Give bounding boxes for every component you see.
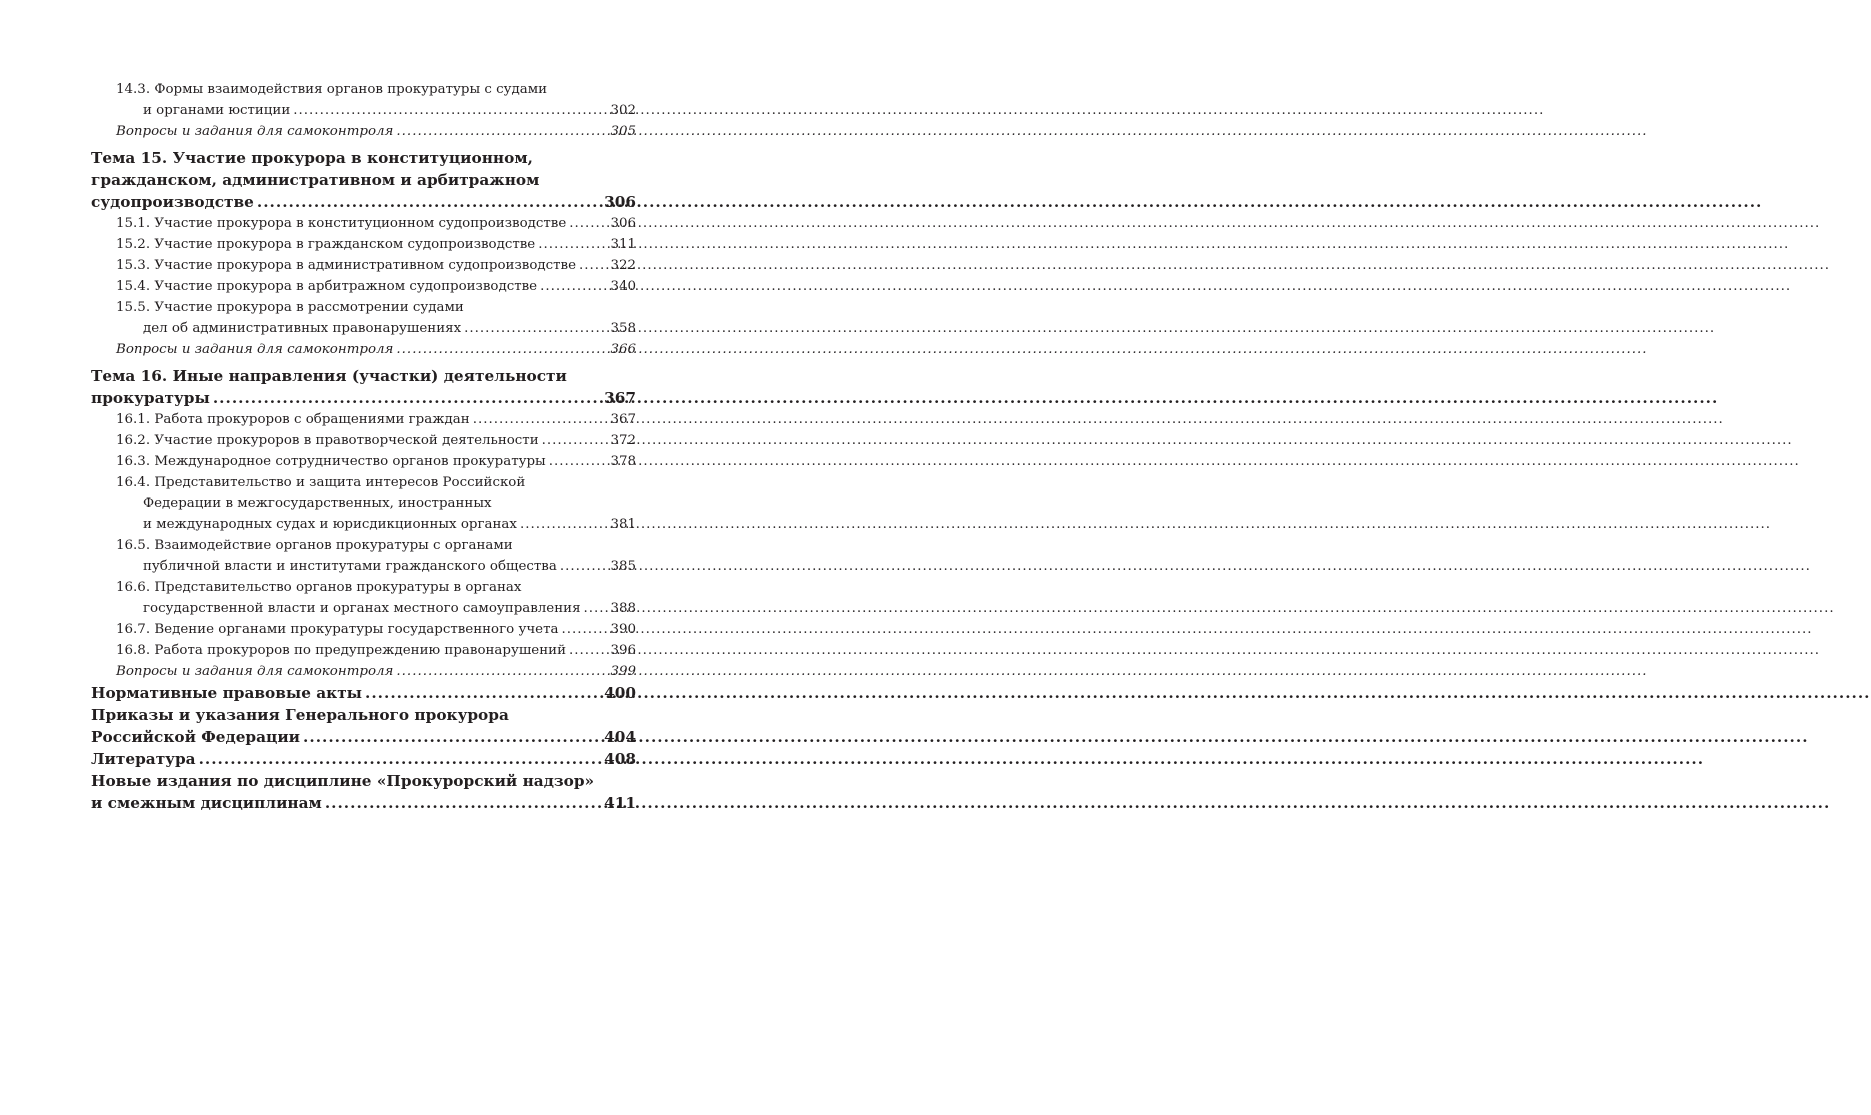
dot-leader [542, 430, 608, 451]
page-number: 340 [610, 279, 636, 294]
toc-entry-questions-15 [91, 339, 636, 360]
section-title-line: Российской Федерации [91, 728, 301, 746]
entry-title: 15.2. Участие прокурора в гражданском судопроизводстве [116, 237, 536, 252]
dot-leader [325, 792, 601, 814]
entry-title: 15.1. Участие прокурора в конституционном судопроизводстве [116, 216, 567, 231]
page-number: 372 [610, 433, 636, 448]
page-number: 408 [604, 750, 636, 768]
page-number: 411 [604, 794, 636, 812]
page-number: 388 [610, 601, 636, 616]
section-title-line: Приказы и указания Генерального прокурора [91, 706, 509, 724]
toc-entry-16-8 [91, 640, 636, 661]
entry-title-line: 16.6. Представительство органов прокуратуры в органах [116, 580, 522, 595]
toc-entry-15-4 [91, 276, 636, 297]
toc-normative-acts [91, 682, 636, 704]
topic-title-line: судопроизводстве [91, 193, 254, 211]
entry-title-line: 16.5. Взаимодействие органов прокуратуры с органами [116, 538, 513, 553]
page-number: 306 [610, 216, 636, 231]
entry-title: Вопросы и задания для самоконтроля [116, 124, 394, 139]
dot-leader [293, 100, 607, 121]
entry-title-line: публичной власти и институтами гражданского общества [143, 559, 557, 574]
toc-literature [91, 748, 636, 770]
dot-leader [549, 451, 608, 472]
page-number: 306 [604, 193, 636, 211]
page-number: 399 [610, 664, 636, 679]
dot-leader [562, 619, 608, 640]
entry-title: 16.1. Работа прокуроров с обращениями граждан [116, 412, 470, 427]
topic-title-line: Тема 15. Участие прокурора в конституционном, [91, 149, 533, 167]
entry-title: 16.7. Ведение органами прокуратуры государственного учета [116, 622, 559, 637]
page-number: 358 [610, 321, 636, 336]
page-number: 366 [610, 342, 636, 357]
toc-entry-questions-14 [91, 121, 636, 142]
topic-title-line: гражданском, административном и арбитражном [91, 171, 540, 189]
dot-leader [396, 339, 607, 360]
toc-entry-14-3 [91, 79, 636, 121]
entry-title: 16.8. Работа прокуроров по предупреждению правонарушений [116, 643, 567, 658]
dot-leader [569, 640, 607, 661]
section-title-line: и смежным дисциплинам [91, 794, 322, 812]
page-number: 322 [610, 258, 636, 273]
dot-leader [396, 661, 607, 682]
entry-title: Вопросы и задания для самоконтроля [116, 664, 394, 679]
toc-topic-16 [91, 365, 636, 409]
document-page [0, 0, 726, 1115]
page-number: 367 [604, 389, 636, 407]
toc-entry-16-7 [91, 619, 636, 640]
page-number: 400 [604, 684, 636, 702]
entry-title: Вопросы и задания для самоконтроля [116, 342, 394, 357]
page-number: 396 [610, 643, 636, 658]
page-number: 381 [610, 517, 636, 532]
toc-entry-15-1 [91, 213, 636, 234]
entry-title: 15.3. Участие прокурора в административном судопроизводстве [116, 258, 577, 273]
topic-title-line: прокуратуры [91, 389, 210, 407]
entry-title: 16.2. Участие прокуроров в правотворческой деятельности [116, 433, 539, 448]
section-title: Нормативные правовые акты [91, 684, 363, 702]
toc-entry-16-6 [91, 577, 636, 619]
toc-entry-16-5 [91, 535, 636, 577]
dot-leader [540, 276, 607, 297]
table-of-contents [91, 79, 636, 814]
dot-leader [473, 409, 608, 430]
toc-entry-15-5 [91, 297, 636, 339]
dot-leader [257, 191, 601, 213]
dot-leader [396, 121, 607, 142]
toc-entry-15-3 [91, 255, 636, 276]
dot-leader [560, 556, 608, 577]
section-title-line: Новые издания по дисциплине «Прокурорский надзор» [91, 772, 595, 790]
page-number: 305 [610, 124, 636, 139]
toc-entry-15-2 [91, 234, 636, 255]
dot-leader [520, 514, 608, 535]
page-number: 385 [610, 559, 636, 574]
toc-entry-16-4 [91, 472, 636, 535]
section-title: Литература [91, 750, 196, 768]
entry-title-line: 15.5. Участие прокурора в рассмотрении судами [116, 300, 464, 315]
dot-leader [365, 682, 601, 704]
entry-title-line: 14.3. Формы взаимодействия органов прокуратуры с судами [116, 82, 548, 97]
entry-title-line: дел об административных правонарушениях [143, 321, 462, 336]
dot-leader [584, 598, 608, 619]
toc-new-publications [91, 770, 636, 814]
entry-title-line: Федерации в межгосударственных, иностранных [143, 496, 492, 511]
page-number: 404 [604, 728, 636, 746]
page-number: 390 [610, 622, 636, 637]
page-number: 378 [610, 454, 636, 469]
entry-title-line: 16.4. Представительство и защита интересов Российской [116, 475, 526, 490]
dot-leader [569, 213, 607, 234]
toc-orders [91, 704, 636, 748]
dot-leader [213, 387, 601, 409]
toc-entry-questions-16 [91, 661, 636, 682]
page-number: 367 [610, 412, 636, 427]
dot-leader [303, 726, 601, 748]
dot-leader [538, 234, 607, 255]
topic-title-line: Тема 16. Иные направления (участки) деятельности [91, 367, 567, 385]
dot-leader [579, 255, 607, 276]
entry-title-line: государственной власти и органах местного самоуправления [143, 601, 581, 616]
page-number: 302 [610, 103, 636, 118]
toc-topic-15 [91, 147, 636, 213]
entry-title-line: и международных судах и юрисдикционных органах [143, 517, 517, 532]
toc-entry-16-3 [91, 451, 636, 472]
entry-title: 16.3. Международное сотрудничество органов прокуратуры [116, 454, 546, 469]
dot-leader [199, 748, 601, 770]
entry-title: 15.4. Участие прокурора в арбитражном судопроизводстве [116, 279, 538, 294]
entry-title-line: и органами юстиции [143, 103, 291, 118]
dot-leader [464, 318, 607, 339]
page-number: 311 [610, 237, 636, 252]
toc-entry-16-2 [91, 430, 636, 451]
toc-entry-16-1 [91, 409, 636, 430]
